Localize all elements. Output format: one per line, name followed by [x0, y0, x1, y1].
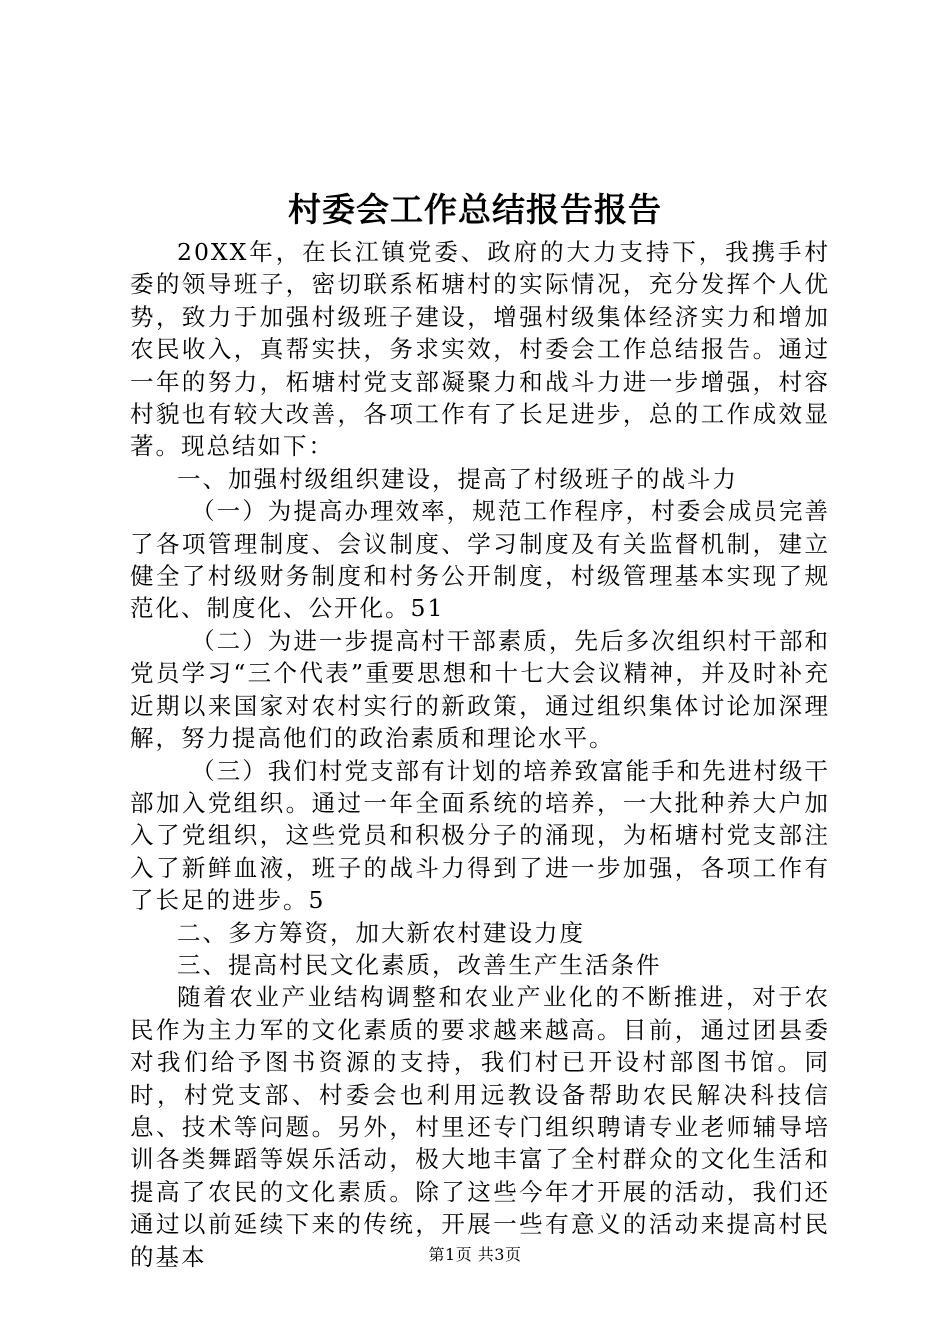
subsection-paragraph-2: （二）为进一步提高村干部素质，先后多次组织村干部和党员学习“三个代表”重要思想和十七大会议精神，并及时补充近期以来国家对农村实行的新政策，通过组织集体讨论加深理解，努力提高他们的政治素质和理论水平。: [130, 626, 830, 753]
section-heading-3: 三、提高村民文化素质，改善生产生活条件: [177, 950, 662, 979]
section-heading-2: 二、多方筹资，加大新农村建设力度: [177, 918, 585, 947]
section-3-paragraph: 随着农业产业结构调整和农业产业化的不断推进，对于农民作为主力军的文化素质的要求越来越高。目前，通过团县委对我们给予图书资源的支持，我们村已开设村部图书馆。同时，村党支部、村委会也利用远教设备帮助农民解决科技信息、技术等问题。另外，村里还专门组织聘请专业老师辅导培训各类舞蹈等娱乐活动，极大地丰富了全村群众的文化生活和提高了农民的文化素质。除了这些今年才开展的活动，我们还通过以前延续下来的传统，开展一些有意义的活动来提高村民的基本: [130, 983, 830, 1271]
document-title: 村委会工作总结报告报告: [288, 190, 662, 229]
subsection-paragraph-1: （一）为提高办理效率，规范工作程序，村委会成员完善了各项管理制度、会议制度、学习制度及有关监督机制，建立健全了村级财务制度和村务公开制度，村级管理基本实现了规范化、制度化、公开化。51: [130, 497, 830, 623]
document-body: [130, 236, 830, 1273]
section-heading-1: 一、加强村级组织建设，提高了村级班子的战斗力: [177, 464, 738, 493]
subsection-paragraph-3: （三）我们村党支部有计划的培养致富能手和先进村级干部加入党组织。通过一年全面系统的培养，一大批种养大户加入了党组织，这些党员和积极分子的涌现，为柘塘村党支部注入了新鲜血液，班子的战斗力得到了进一步加强，各项工作有了长足的进步。5: [130, 756, 830, 915]
intro-paragraph: 20XX年，在长江镇党委、政府的大力支持下，我携手村委的领导班子，密切联系柘塘村的实际情况，充分发挥个人优势，致力于加强村级班子建设，增强村级集体经济实力和增加农民收入，真帮实扶，务求实效，村委会工作总结报告。通过一年的努力，柘塘村党支部凝聚力和战斗力进一步增强，村容村貌也有较大改善，各项工作有了长足进步，总的工作成效显著。现总结如下：: [130, 238, 830, 461]
page-footer: 第1页 共3页: [428, 1245, 522, 1264]
